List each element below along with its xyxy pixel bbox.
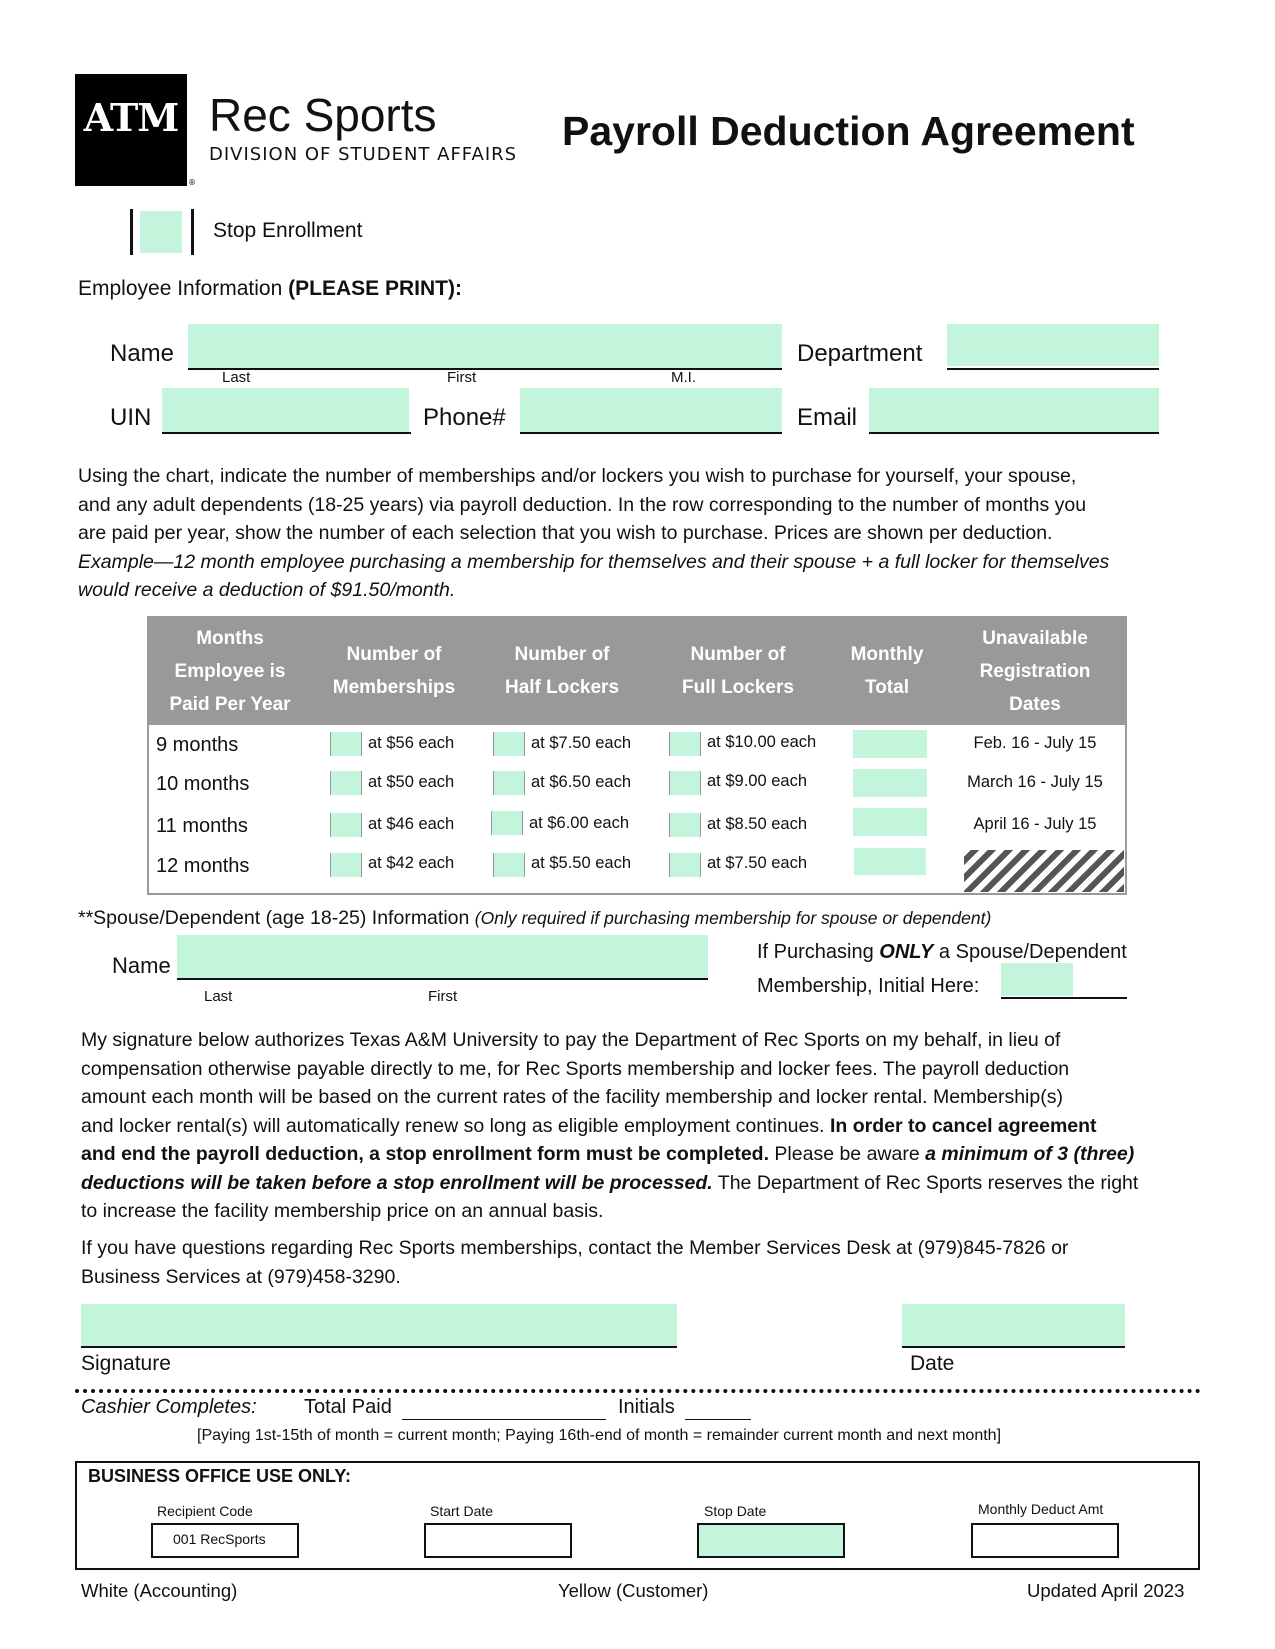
membership-price-10: at $50 each	[368, 773, 455, 791]
monthly-deduct-label: Monthly Deduct Amt	[978, 1501, 1104, 1517]
authorization-line	[81, 1026, 1187, 1055]
half-locker-price-11: at $6.00 each	[529, 814, 629, 832]
authorization-paragraph	[81, 1026, 1187, 1226]
footer-white-copy: White (Accounting)	[81, 1580, 238, 1601]
full-locker-qty-11[interactable]	[669, 813, 701, 837]
registered-mark: ®	[188, 178, 196, 187]
header-line: Number of	[346, 644, 442, 665]
spouse-initial-field[interactable]	[1001, 963, 1073, 996]
authorization-line	[81, 1112, 1187, 1141]
instructions-line: and any adult dependents (18-25 years) via payroll deduction. In the row corresponding to the number of months you	[78, 493, 1087, 516]
authorization-run: amount each month will be based on the current rates of the facility membership and locker rental. Membership(s)	[81, 1086, 1063, 1108]
header-line: Months	[196, 628, 264, 649]
authorization-line	[81, 1197, 1187, 1226]
header-line: Monthly	[850, 644, 924, 665]
spouse-name-label: Name	[112, 953, 171, 978]
header-line: Paid Per Year	[169, 694, 291, 715]
half-locker-price-10: at $6.50 each	[531, 773, 631, 791]
header-months	[149, 622, 311, 721]
row-months-9: 9 months	[156, 734, 239, 756]
office-heading: BUSINESS OFFICE USE ONLY:	[88, 1466, 352, 1486]
uin-field[interactable]	[162, 388, 409, 432]
total-paid-field[interactable]	[402, 1419, 606, 1420]
uin-label: UIN	[110, 404, 152, 431]
authorization-line	[81, 1055, 1187, 1084]
department-field[interactable]	[947, 324, 1159, 366]
membership-qty-10[interactable]	[330, 771, 362, 795]
instructions-line: are paid per year, show the number of each selection that you wish to purchase. Prices are shown per deduction.	[78, 522, 1053, 544]
half-locker-qty-12[interactable]	[493, 853, 525, 877]
authorization-run: Please be aware	[769, 1143, 926, 1165]
initial-only: ONLY	[879, 941, 934, 963]
header-line: Number of	[690, 644, 786, 665]
half-locker-price-9: at $7.50 each	[531, 734, 631, 752]
initial-label: Membership, Initial Here:	[757, 975, 980, 997]
spouse-heading-text: **Spouse/Dependent (age 18-25) Information	[78, 907, 470, 929]
initial-instruction	[757, 941, 1127, 964]
example-line: would receive a deduction of $91.50/month.	[78, 579, 456, 601]
header-line: Half Lockers	[504, 677, 620, 698]
row-months-12: 12 months	[156, 855, 250, 877]
unavailable-dates-9: Feb. 16 - July 15	[973, 734, 1097, 752]
tamu-logo-text: ATM	[83, 95, 179, 140]
header-full-lockers	[647, 638, 829, 704]
half-locker-qty-11[interactable]	[491, 811, 523, 835]
spouse-sub-first: First	[428, 988, 458, 1005]
brand-division: DIVISION OF STUDENT AFFAIRS	[209, 144, 518, 165]
authorization-run: to increase the facility membership price on an annual basis.	[81, 1200, 604, 1222]
header-memberships	[311, 638, 477, 704]
payment-timing-note: [Paying 1st-15th of month = current month; Paying 16th-end of month = remainder current month and next month]	[197, 1427, 1002, 1444]
contact-line: If you have questions regarding Rec Sports memberships, contact the Member Services Desk at (979)845-7826 or	[81, 1237, 1069, 1259]
half-locker-price-12: at $5.50 each	[531, 854, 631, 872]
membership-qty-12[interactable]	[330, 853, 362, 877]
full-locker-qty-12[interactable]	[669, 853, 701, 877]
email-field[interactable]	[869, 388, 1159, 434]
authorization-line	[81, 1169, 1187, 1198]
stop-enrollment-checkbox[interactable]	[140, 211, 182, 253]
authorization-run: compensation otherwise payable directly to me, for Rec Sports membership and locker fees. The payroll deduction	[81, 1057, 1070, 1080]
date-field[interactable]	[902, 1304, 1125, 1348]
signature-label: Signature	[81, 1352, 171, 1375]
membership-qty-11[interactable]	[330, 813, 362, 837]
instructions-paragraph	[78, 462, 1109, 605]
phone-label: Phone#	[423, 404, 506, 431]
membership-price-9: at $56 each	[368, 734, 455, 752]
authorization-run: and end the payroll deduction, a stop enrollment form must be completed.	[81, 1143, 769, 1165]
header-monthly-total	[829, 638, 945, 704]
header-line: Total	[865, 677, 909, 698]
full-locker-price-12: at $7.50 each	[707, 854, 807, 872]
row-months-11: 11 months	[156, 815, 248, 837]
unavailable-dates-11: April 16 - July 15	[973, 815, 1097, 833]
spouse-heading	[78, 907, 991, 930]
full-locker-price-10: at $9.00 each	[707, 772, 807, 790]
example-line: Example—12 month employee purchasing a membership for themselves and their spouse + a full locker for themselves	[78, 550, 1110, 573]
header-line: Memberships	[332, 677, 456, 698]
header-line: Registration	[979, 661, 1091, 682]
initial-post: a Spouse/Dependent	[933, 941, 1127, 963]
header-line: Dates	[1009, 694, 1061, 715]
monthly-total-11[interactable]	[853, 808, 927, 836]
signature-field[interactable]	[81, 1304, 677, 1348]
cashier-initials-field[interactable]	[685, 1419, 751, 1420]
footer-yellow-copy: Yellow (Customer)	[558, 1580, 709, 1601]
pricing-table	[147, 616, 1127, 895]
cashier-divider	[75, 1389, 1201, 1393]
authorization-run: and locker rental(s) will automatically renew so long as eligible employment continues.	[81, 1114, 830, 1137]
name-sub-last: Last	[222, 369, 251, 386]
name-sub-mi: M.I.	[671, 369, 696, 386]
header-line: Full Lockers	[682, 677, 794, 698]
monthly-total-12[interactable]	[854, 848, 926, 875]
email-label: Email	[797, 404, 858, 431]
spouse-name-field[interactable]	[177, 935, 708, 980]
header-line: Unavailable	[982, 628, 1088, 649]
authorization-run: The Department of Rec Sports reserves the right	[712, 1171, 1139, 1194]
recipient-code-label: Recipient Code	[157, 1503, 253, 1519]
full-locker-qty-9[interactable]	[669, 732, 701, 756]
brand-name: Rec Sports	[209, 89, 437, 141]
employee-name-field[interactable]	[188, 324, 782, 370]
initials-label: Initials	[618, 1396, 675, 1418]
header-unavailable-dates	[945, 622, 1125, 721]
authorization-line	[81, 1083, 1187, 1112]
spouse-heading-note: (Only required if purchasing membership for spouse or dependent)	[474, 908, 992, 928]
contact-line: Business Services at (979)458-3290.	[81, 1265, 401, 1288]
initial-pre: If Purchasing	[757, 941, 880, 963]
instructions-line: Using the chart, indicate the number of memberships and/or lockers you wish to purchase for yourself, your spouse,	[78, 465, 1077, 487]
authorization-run: a minimum of 3 (three)	[925, 1143, 1135, 1165]
monthly-deduct-box[interactable]	[971, 1523, 1119, 1558]
unavailable-dates-10: March 16 - July 15	[967, 773, 1103, 791]
footer-updated: Updated April 2023	[1027, 1580, 1185, 1601]
total-paid-label: Total Paid	[304, 1396, 392, 1418]
employee-heading-text: Employee Information	[78, 277, 283, 300]
name-label: Name	[110, 340, 175, 367]
monthly-total-9[interactable]	[853, 730, 927, 758]
header-half-lockers	[477, 638, 647, 704]
membership-price-12: at $42 each	[368, 854, 455, 872]
full-locker-price-9: at $10.00 each	[707, 733, 817, 751]
row-months-10: 10 months	[156, 773, 250, 795]
start-date-box[interactable]	[424, 1523, 572, 1558]
authorization-run: In order to cancel agreement	[829, 1114, 1097, 1137]
page-title: Payroll Deduction Agreement	[562, 108, 1135, 154]
spouse-sub-last: Last	[204, 988, 233, 1005]
half-locker-qty-9[interactable]	[493, 732, 525, 756]
membership-price-11: at $46 each	[368, 815, 455, 833]
table-header	[149, 618, 1125, 725]
start-date-label: Start Date	[430, 1503, 494, 1519]
authorization-line	[81, 1140, 1187, 1169]
cashier-label: Cashier Completes:	[81, 1396, 257, 1418]
header-line: Employee is	[174, 661, 286, 682]
stop-date-label: Stop Date	[704, 1503, 767, 1519]
department-label: Department	[797, 340, 923, 367]
employee-heading-bold: (PLEASE PRINT):	[288, 277, 462, 300]
phone-field[interactable]	[520, 388, 782, 434]
employee-heading	[78, 277, 462, 301]
authorization-run: deductions will be taken before a stop enrollment will be processed.	[81, 1171, 713, 1194]
date-label: Date	[910, 1352, 955, 1375]
stop-enrollment-label: Stop Enrollment	[213, 219, 363, 242]
full-locker-price-11: at $8.50 each	[707, 815, 807, 833]
half-locker-qty-10[interactable]	[493, 771, 525, 795]
unavailable-dates-12-hatched	[964, 850, 1124, 892]
header-line: Number of	[514, 644, 610, 665]
stop-date-box[interactable]	[697, 1523, 845, 1558]
recipient-code-value: 001 RecSports	[173, 1531, 266, 1547]
name-sub-first: First	[447, 369, 477, 386]
membership-qty-9[interactable]	[330, 732, 362, 756]
monthly-total-10[interactable]	[853, 769, 927, 797]
full-locker-qty-10[interactable]	[669, 771, 701, 795]
authorization-run: My signature below authorizes Texas A&M University to pay the Department of Rec Sports on my behalf, in lieu of	[81, 1029, 1061, 1051]
contact-paragraph	[81, 1234, 1068, 1291]
